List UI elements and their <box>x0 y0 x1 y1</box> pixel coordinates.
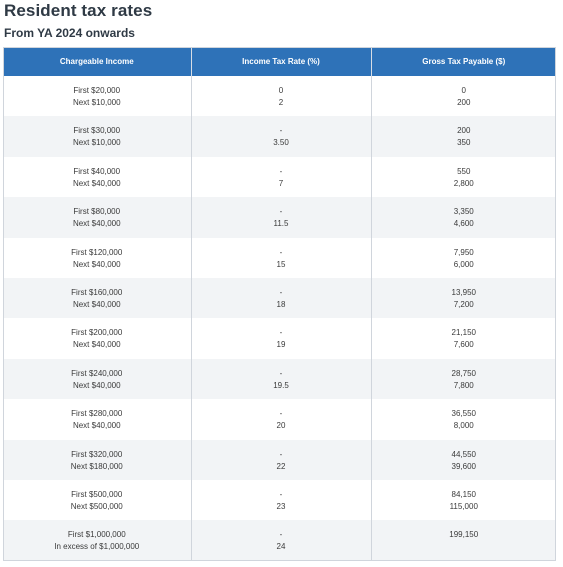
income-tax-rate-cell <box>191 399 371 439</box>
gross-tax-payable-cell <box>371 76 556 116</box>
gross-tax-payable-cell <box>371 278 556 318</box>
income-tax-rate-cell-line: - <box>279 247 283 257</box>
gross-tax-payable-cell-line: 3,350 <box>453 207 474 217</box>
income-tax-rate-cell <box>191 520 371 560</box>
table-row <box>3 116 556 156</box>
chargeable-income-cell-line: First $40,000 <box>73 166 121 176</box>
gross-tax-payable-cell-line: 13,950 <box>451 287 476 297</box>
gross-tax-payable-cell-line: 550 <box>457 166 471 176</box>
table-row <box>3 359 556 399</box>
income-tax-rate-cell-line: 2 <box>278 98 284 107</box>
chargeable-income-cell-line: Next $40,000 <box>72 259 121 269</box>
income-tax-rate-cell <box>191 359 371 399</box>
income-tax-rate-cell-line: 22 <box>276 461 286 471</box>
gross-tax-payable-cell-line: 115,000 <box>449 501 478 511</box>
chargeable-income-cell <box>3 157 191 197</box>
income-tax-rate-cell-line: - <box>279 207 283 217</box>
page-title: Resident tax rates <box>4 1 153 20</box>
header-income-tax-rate: Income Tax Rate (%) <box>191 47 371 76</box>
gross-tax-payable-cell-line: 44,550 <box>451 449 476 459</box>
chargeable-income-cell-line: First $30,000 <box>73 126 121 136</box>
income-tax-rate-cell-line: 18 <box>276 299 286 309</box>
income-tax-rate-cell-line: - <box>279 449 283 459</box>
gross-tax-payable-cell-line <box>372 541 557 553</box>
chargeable-income-cell <box>3 480 191 520</box>
income-tax-rate-cell-line: 24 <box>276 542 286 552</box>
gross-tax-payable-cell <box>371 520 556 560</box>
chargeable-income-cell <box>3 76 191 116</box>
income-tax-rate-cell <box>191 480 371 520</box>
gross-tax-payable-cell-line: 6,000 <box>453 259 474 269</box>
income-tax-rate-cell-line: - <box>279 126 283 136</box>
gross-tax-payable-cell-line: 21,150 <box>451 328 476 338</box>
chargeable-income-cell-line: Next $40,000 <box>72 219 121 229</box>
gross-tax-payable-cell-line: 199,150 <box>449 530 479 540</box>
chargeable-income-cell-line: First $280,000 <box>71 409 123 419</box>
chargeable-income-cell-line: First $320,000 <box>71 449 123 459</box>
chargeable-income-cell <box>3 440 191 480</box>
chargeable-income-cell-line: First $80,000 <box>73 207 121 217</box>
table-header-row <box>3 47 556 76</box>
income-tax-rate-cell-line: 23 <box>276 501 286 511</box>
chargeable-income-cell-line: Next $10,000 <box>72 138 121 148</box>
gross-tax-payable-cell-line: 7,200 <box>453 299 474 309</box>
chargeable-income-cell-line: In excess of $1,000,000 <box>54 542 140 552</box>
gross-tax-payable-cell-line: 8,000 <box>453 421 474 431</box>
gross-tax-payable-cell-line: 7,950 <box>453 247 474 257</box>
chargeable-income-cell-line: Next $500,000 <box>70 501 123 511</box>
chargeable-income-cell <box>3 278 191 318</box>
gross-tax-payable-cell-line: 350 <box>457 138 471 148</box>
income-tax-rate-cell-line: 20 <box>276 421 286 431</box>
income-tax-rate-cell <box>191 157 371 197</box>
income-tax-rate-cell <box>191 318 371 358</box>
gross-tax-payable-cell-line: 200 <box>457 126 471 136</box>
chargeable-income-cell-line: Next $180,000 <box>70 461 123 471</box>
gross-tax-payable-cell <box>371 116 556 156</box>
table-row <box>3 480 556 520</box>
income-tax-rate-cell-line: 15 <box>276 259 286 269</box>
income-tax-rate-cell-line: 19.5 <box>273 380 289 390</box>
income-tax-rate-cell <box>191 278 371 318</box>
table-row <box>3 318 556 358</box>
gross-tax-payable-cell <box>371 238 556 278</box>
chargeable-income-cell <box>3 359 191 399</box>
gross-tax-payable-cell-line: 36,550 <box>451 409 476 419</box>
header-chargeable-income: Chargeable Income <box>3 47 191 76</box>
chargeable-income-cell <box>3 238 191 278</box>
header-gross-tax-payable: Gross Tax Payable ($) <box>371 47 556 76</box>
income-tax-rate-cell <box>191 197 371 237</box>
chargeable-income-cell <box>3 116 191 156</box>
income-tax-rate-cell <box>191 238 371 278</box>
chargeable-income-cell-line: Next $40,000 <box>72 340 121 350</box>
income-tax-rate-cell-line: - <box>279 530 283 540</box>
chargeable-income-cell-line: Next $40,000 <box>72 299 121 309</box>
income-tax-rate-cell-line: - <box>279 287 283 297</box>
gross-tax-payable-cell <box>371 197 556 237</box>
gross-tax-payable-cell <box>371 480 556 520</box>
table-row <box>3 278 556 318</box>
income-tax-rate-cell-line: 19 <box>276 340 286 350</box>
gross-tax-payable-cell-line: 39,600 <box>451 461 476 471</box>
income-tax-rate-cell <box>191 116 371 156</box>
income-tax-rate-cell-line: - <box>279 328 283 338</box>
page-subtitle: From YA 2024 onwards <box>4 26 135 40</box>
income-tax-rate-cell-line: - <box>279 409 283 419</box>
gross-tax-payable-cell-line: 84,150 <box>451 489 476 499</box>
gross-tax-payable-cell <box>371 318 556 358</box>
table-row <box>3 520 556 560</box>
gross-tax-payable-cell-line: 0 <box>461 86 466 95</box>
gross-tax-payable-cell-line: 4,600 <box>453 219 474 229</box>
table-row <box>3 197 556 237</box>
gross-tax-payable-cell-line: 2,800 <box>453 178 474 188</box>
chargeable-income-cell-line: First $500,000 <box>71 489 123 499</box>
chargeable-income-cell-line: First $1,000,000 <box>67 530 126 540</box>
income-tax-rate-cell <box>191 440 371 480</box>
gross-tax-payable-cell-line: 7,800 <box>453 380 474 390</box>
chargeable-income-cell-line: Next $40,000 <box>72 380 121 390</box>
chargeable-income-cell-line: First $240,000 <box>71 368 123 378</box>
chargeable-income-cell <box>3 520 191 560</box>
income-tax-rate-cell-line: 11.5 <box>273 219 289 229</box>
chargeable-income-cell-line: First $160,000 <box>71 287 123 297</box>
tax-rates-table <box>3 47 556 561</box>
gross-tax-payable-cell-line: 200 <box>457 98 471 107</box>
chargeable-income-cell <box>3 399 191 439</box>
table-row <box>3 76 556 116</box>
gross-tax-payable-cell-line: 28,750 <box>451 368 476 378</box>
income-tax-rate-cell-line: - <box>279 368 283 378</box>
gross-tax-payable-cell <box>371 440 556 480</box>
income-tax-rate-cell-line: 7 <box>278 178 284 188</box>
income-tax-rate-cell-line: 3.50 <box>273 138 289 148</box>
chargeable-income-cell-line: Next $40,000 <box>72 421 121 431</box>
chargeable-income-cell-line: First $20,000 <box>73 86 121 95</box>
table-row <box>3 157 556 197</box>
income-tax-rate-cell <box>191 76 371 116</box>
chargeable-income-cell-line: Next $40,000 <box>72 178 121 188</box>
table-row <box>3 440 556 480</box>
chargeable-income-cell <box>3 197 191 237</box>
gross-tax-payable-cell <box>371 359 556 399</box>
chargeable-income-cell-line: Next $10,000 <box>72 98 121 107</box>
income-tax-rate-cell-line: 0 <box>278 86 284 95</box>
income-tax-rate-cell-line: - <box>279 166 283 176</box>
chargeable-income-cell-line: First $120,000 <box>71 247 123 257</box>
gross-tax-payable-cell-line: 7,600 <box>453 340 474 350</box>
gross-tax-payable-cell <box>371 157 556 197</box>
chargeable-income-cell-line: First $200,000 <box>71 328 123 338</box>
chargeable-income-cell <box>3 318 191 358</box>
table-row <box>3 238 556 278</box>
income-tax-rate-cell-line: - <box>279 489 283 499</box>
table-row <box>3 399 556 439</box>
gross-tax-payable-cell <box>371 399 556 439</box>
